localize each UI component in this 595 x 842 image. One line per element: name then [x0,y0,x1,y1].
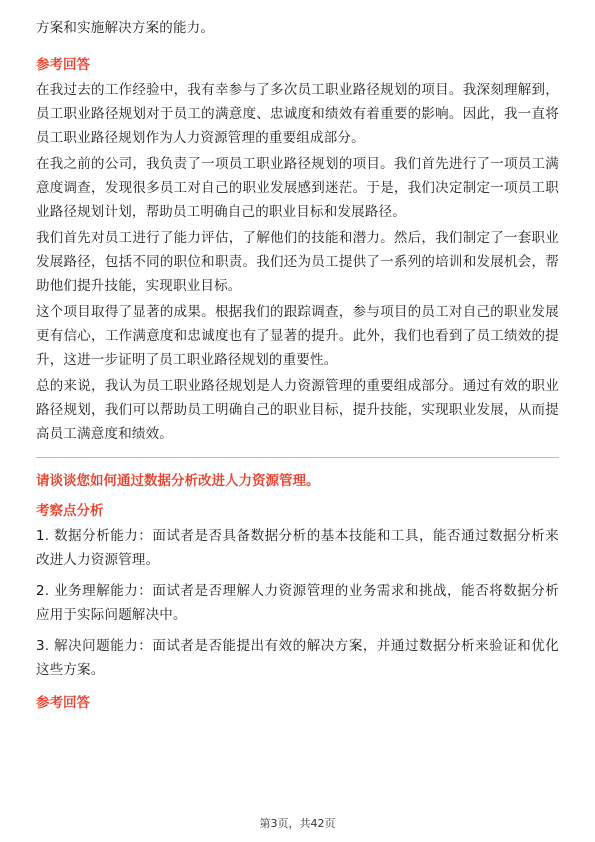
page-number: 第3页，共42页 [259,817,336,830]
answer-paragraph-2: 在我之前的公司，我负责了一项员工职业路径规划的项目。我们首先进行了一项员工满意度调查，发现很多员工对自己的职业发展感到迷茫。于是，我们决定制定一项员工职业路径规划计划，帮助员工明确自己的职业目标和发展路径。 [36,156,559,220]
answer-paragraph-3: 我们首先对员工进行了能力评估，了解他们的技能和潜力。然后，我们制定了一套职业发展路径，包括不同的职位和职责。我们还为员工提供了一系列的培训和发展机会，帮助他们提升技能，实现职业目标。 [36,230,559,294]
answer-heading: 参考回答 [36,57,90,73]
analysis-point-1: 1. 数据分析能力：面试者是否具备数据分析的基本技能和工具，能否通过数据分析来改进人力资源管理。 [36,528,559,568]
answer-paragraph-5: 总的来说，我认为员工职业路径规划是人力资源管理的重要组成部分。通过有效的职业路径规划，我们可以帮助员工明确自己的职业目标，提升技能，实现职业发展，从而提高员工满意度和绩效。 [36,378,559,442]
analysis-point-2: 2. 业务理解能力：面试者是否理解人力资源管理的业务需求和挑战，能否将数据分析应用于实际问题解决中。 [36,583,559,623]
answer-paragraph-1: 在我过去的工作经验中，我有幸参与了多次员工职业路径规划的项目。我深刻理解到，员工职业路径规划对于员工的满意度、忠诚度和绩效有着重要的影响。因此，我一直将员工职业路径规划作为人力资源管理的重要组成部分。 [36,82,559,146]
answer-paragraph-4: 这个项目取得了显著的成果。根据我们的跟踪调查，参与项目的员工对自己的职业发展更有信心，工作满意度和忠诚度也有了显著的提升。此外，我们也看到了员工绩效的提升，这进一步证明了员工职业路径规划的重要性。 [36,304,559,368]
section-divider [36,457,559,458]
answer-heading-2: 参考回答 [36,695,90,711]
analysis-heading: 考察点分析 [36,503,104,519]
lead-line: 方案和实施解决方案的能力。 [36,20,215,36]
analysis-point-3: 3. 解决问题能力：面试者是否能提出有效的解决方案，并通过数据分析来验证和优化这些方案。 [36,638,559,678]
page-content [36,16,559,716]
question-title: 请谈谈您如何通过数据分析改进人力资源管理。 [36,473,320,489]
